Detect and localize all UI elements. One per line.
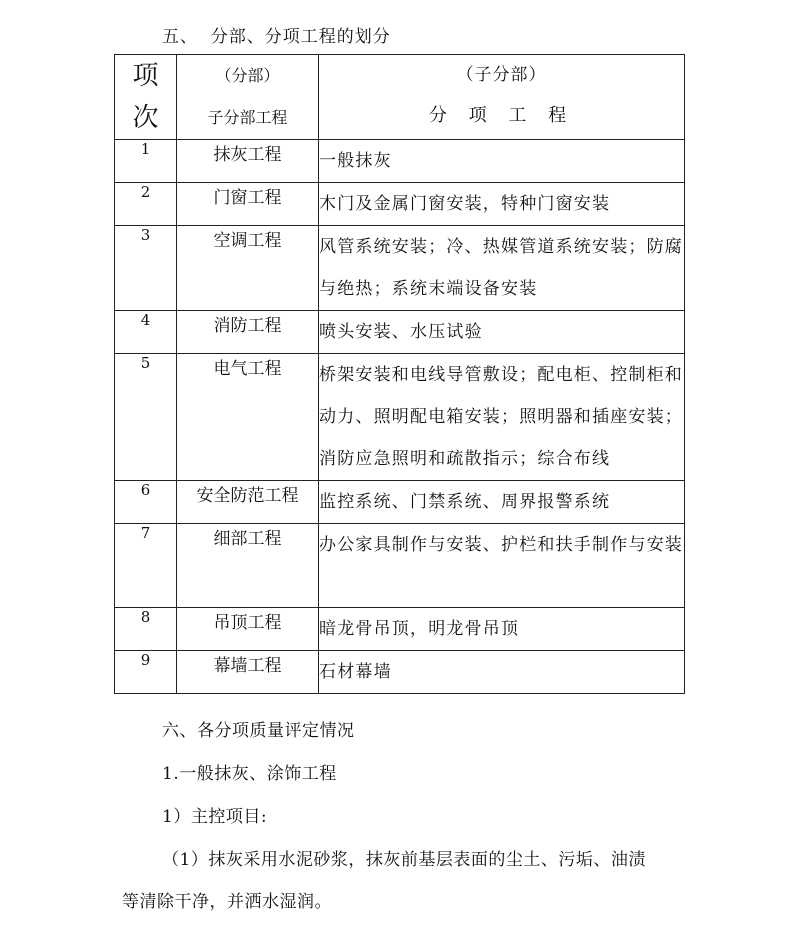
row-items: 监控系统、门禁系统、周界报警系统 [319, 481, 685, 524]
table-row [115, 140, 685, 183]
table-row [115, 226, 685, 311]
paragraph-line-1: （1）抹灰采用水泥砂浆，抹灰前基层表面的尘土、污垢、油渍 [162, 850, 646, 870]
row-number: 9 [115, 651, 177, 694]
header-item-no-line1: 项 [132, 61, 159, 91]
row-division: 电气工程 [177, 354, 319, 481]
row-items: 暗龙骨吊顶，明龙骨吊顶 [319, 608, 685, 651]
table-row [115, 183, 685, 226]
row-number: 1 [115, 140, 177, 183]
paragraph-line-2: 等清除干净，并洒水湿润。 [122, 892, 332, 912]
row-items: 喷头安装、水压试验 [319, 311, 685, 354]
table-header-row [115, 55, 685, 140]
header-subitem-cell [319, 55, 685, 140]
header-subitem-line1: （子分部） [456, 65, 547, 85]
row-number: 2 [115, 183, 177, 226]
row-number: 3 [115, 226, 177, 311]
row-number: 4 [115, 311, 177, 354]
header-item-no-line2: 次 [132, 103, 159, 133]
section-5-heading: 五、 分部、分项工程的划分 [162, 27, 391, 47]
row-items: 办公家具制作与安装、护栏和扶手制作与安装 [319, 524, 685, 608]
row-items: 木门及金属门窗安装，特种门窗安装 [319, 183, 685, 226]
row-division: 吊顶工程 [177, 608, 319, 651]
row-number: 7 [115, 524, 177, 608]
row-division: 安全防范工程 [177, 481, 319, 524]
row-number: 8 [115, 608, 177, 651]
row-division: 抹灰工程 [177, 140, 319, 183]
row-items: 一般抹灰 [319, 140, 685, 183]
table-row [115, 608, 685, 651]
row-division: 细部工程 [177, 524, 319, 608]
row-division: 消防工程 [177, 311, 319, 354]
main-control-items-heading: 1）主控项目: [162, 807, 268, 827]
subsection-1-heading: 1.一般抹灰、涂饰工程 [162, 764, 337, 784]
section-6-heading: 六、各分项质量评定情况 [162, 721, 355, 741]
table-row [115, 651, 685, 694]
header-division-line1: （分部） [215, 66, 280, 85]
header-division-line2: 子分部工程 [207, 108, 288, 127]
row-division: 幕墙工程 [177, 651, 319, 694]
row-items: 桥架安装和电线导管敷设；配电柜、控制柜和动力、照明配电箱安装；照明器和插座安装；消防应急照明和疏散指示；综合布线 [319, 354, 685, 481]
header-division-cell [177, 55, 319, 140]
table-row [115, 524, 685, 608]
division-table [114, 54, 685, 694]
row-division: 门窗工程 [177, 183, 319, 226]
row-items: 风管系统安装；冷、热媒管道系统安装；防腐与绝热；系统末端设备安装 [319, 226, 685, 311]
row-division: 空调工程 [177, 226, 319, 311]
header-subitem-line2: 分 项 工 程 [428, 105, 575, 126]
row-number: 6 [115, 481, 177, 524]
header-item-no-cell [115, 55, 177, 140]
table-row [115, 481, 685, 524]
table-row [115, 311, 685, 354]
row-items: 石材幕墙 [319, 651, 685, 694]
row-number: 5 [115, 354, 177, 481]
table-row [115, 354, 685, 481]
